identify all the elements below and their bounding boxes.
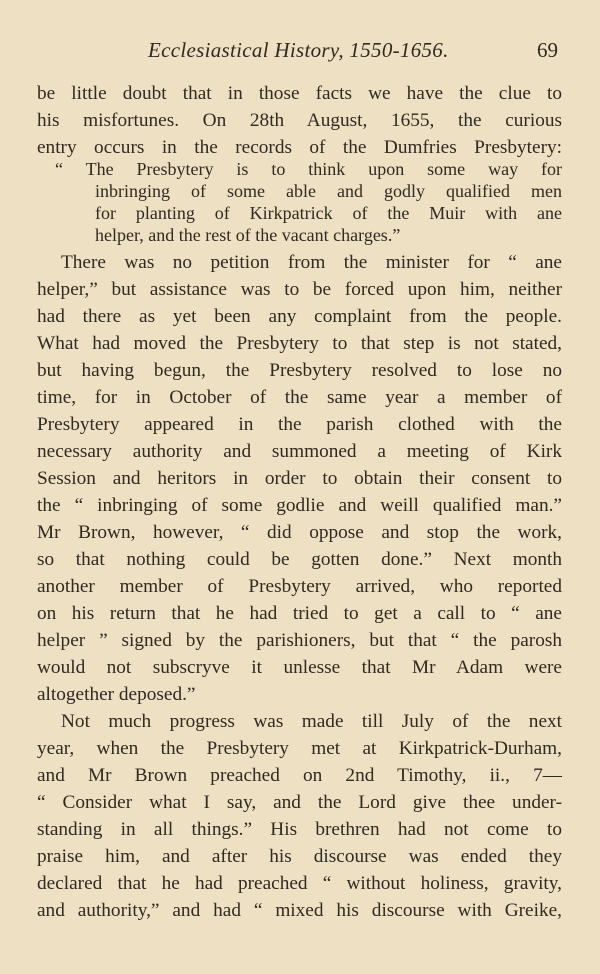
page-header [0,38,600,68]
quotation-line: helper, and the rest of the vacant charges.” [95,225,401,245]
running-title: Ecclesiastical History, 1550-1656. [148,38,449,62]
text-line: but having begun, the Presbytery resolved to lose no [37,360,562,381]
text-line: his misfortunes. On 28th August, 1655, the curious [37,110,562,131]
text-line: would not subscryve it unlesse that Mr Adam were [37,657,562,678]
text-line: declared that he had preached “ without holiness, gravity, [37,873,562,894]
quotation-line: for planting of Kirkpatrick of the Muir with ane [95,203,562,223]
text-line: another member of Presbytery arrived, who reported [37,576,562,597]
text-line: the “ inbringing of some godlie and weill qualified man.” [37,495,562,516]
text-line: What had moved the Presbytery to that step is not stated, [37,333,562,354]
text-line: There was no petition from the minister for “ ane [61,252,562,273]
text-line: necessary authority and summoned a meeting of Kirk [37,441,562,462]
page-number: 69 [537,38,558,62]
text-line: altogether deposed.” [37,684,196,705]
text-line: helper ” signed by the parishioners, but that “ the parosh [37,630,562,651]
text-line: on his return that he had tried to get a call to “ ane [37,603,562,624]
text-line: year, when the Presbytery met at Kirkpatrick-Durham, [37,738,562,759]
text-line: Presbytery appeared in the parish clothed with the [37,414,562,435]
quotation-line: “ The Presbytery is to think upon some way for [55,159,562,179]
text-line: had there as yet been any complaint from the people. [37,306,562,327]
text-line: Not much progress was made till July of the next [61,711,562,732]
text-line: standing in all things.” His brethren had not come to [37,819,562,840]
text-line: so that nothing could be gotten done.” Next month [37,549,562,570]
text-line: Mr Brown, however, “ did oppose and stop the work, [37,522,562,543]
text-line: time, for in October of the same year a member of [37,387,562,408]
text-line: praise him, and after his discourse was ended they [37,846,562,867]
quotation-line: inbringing of some able and godly qualified men [95,181,562,201]
text-line: and Mr Brown preached on 2nd Timothy, ii., 7— [37,765,562,786]
text-line: be little doubt that in those facts we have the clue to [37,83,562,104]
text-line: Session and heritors in order to obtain their consent to [37,468,562,489]
text-line: “ Consider what I say, and the Lord give thee under- [37,792,562,813]
body-text [37,80,562,924]
text-line: entry occurs in the records of the Dumfries Presbytery: [37,137,562,158]
text-line: helper,” but assistance was to be forced upon him, neither [37,279,562,300]
text-line: and authority,” and had “ mixed his discourse with Greike, [37,900,562,921]
